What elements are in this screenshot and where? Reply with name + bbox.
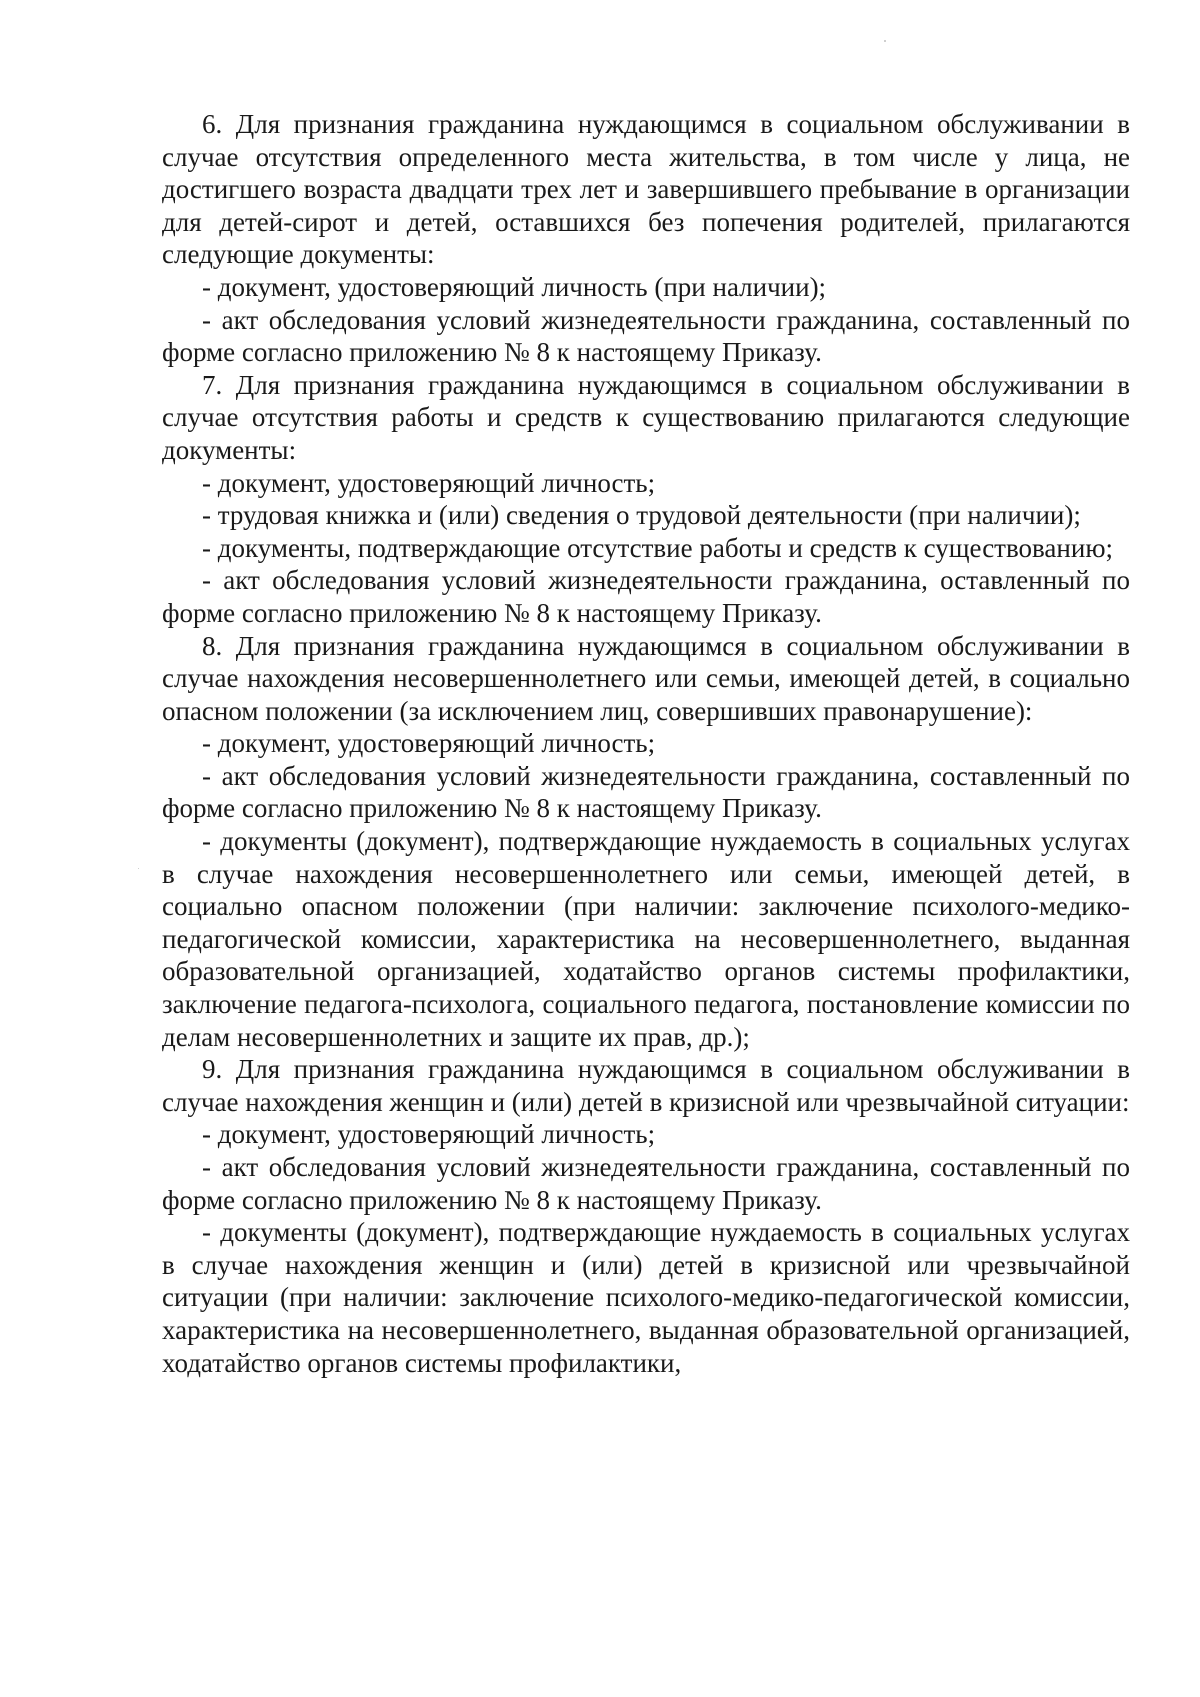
list-item: - документ, удостоверяющий личность (при наличии); [202, 271, 827, 302]
list-item: - документ, удостоверяющий личность; [202, 1119, 656, 1150]
clause-9-paragraph: 9. Для признания гражданина нуждающимся в социальном обслуживании в случае нахождения женщин и (или) детей в кризисной или чрезвычайной ситуации: [162, 1054, 1130, 1117]
list-item: - документы (документ), подтверждающие нуждаемость в социальных услугах в случае нахождения несовершеннолетнего или семьи, имеющей детей, в социально опасном положении (при наличии: заключение психолого-медико-педагогической комиссии, характеристика на несовершеннолетнего, выданная образовательной организацией, ходатайство органов системы профилактики, заключение педагога-психолога, социального педагога, постановление комиссии по делам несовершеннолетних и защите их прав, др.); [162, 826, 1130, 1052]
clause-6-paragraph: 6. Для признания гражданина нуждающимся в социальном обслуживании в случае отсутствия определенного места жительства, в том числе у лица, не достигшего возраста двадцати трех лет и завершившего пребывание в организации для детей-сирот и детей, оставшихся без попечения родителей, прилагаются следующие документы: [162, 109, 1130, 270]
list-item: - документ, удостоверяющий личность; [202, 728, 656, 759]
list-item: - документы, подтверждающие отсутствие работы и средств к существованию; [202, 532, 1113, 563]
scan-artifact [884, 40, 886, 42]
list-item: - акт обследования условий жизнедеятельности гражданина, составленный по форме согласно приложению № 8 к настоящему Приказу. [162, 760, 1130, 824]
list-item: - акт обследования условий жизнедеятельности гражданина, оставленный по форме согласно приложению № 8 к настоящему Приказу. [162, 565, 1130, 628]
document-body [162, 108, 1130, 1379]
list-item: - документы (документ), подтверждающие нуждаемость в социальных услугах в случае нахождения женщин и (или) детей в кризисной или чрезвычайной ситуации (при наличии: заключение психолого-медико-педагогической комиссии, характеристика на несовершеннолетнего, выданная образовательной организацией, ходатайство органов системы профилактики, [162, 1217, 1130, 1378]
clause-7-paragraph: 7. Для признания гражданина нуждающимся в социальном обслуживании в случае отсутствия работы и средств к существованию прилагаются следующие документы: [162, 369, 1130, 465]
scan-artifact [138, 868, 139, 869]
list-item: - трудовая книжка и (или) сведения о трудовой деятельности (при наличии); [202, 500, 1081, 531]
clause-8-paragraph: 8. Для признания гражданина нуждающимся в социальном обслуживании в случае нахождения несовершеннолетнего или семьи, имеющей детей, в социально опасном положении (за исключением лиц, совершивших правонарушение): [162, 630, 1130, 726]
list-item: - акт обследования условий жизнедеятельности гражданина, составленный по форме согласно приложению № 8 к настоящему Приказу. [162, 304, 1130, 368]
list-item: - акт обследования условий жизнедеятельности гражданина, составленный по форме согласно приложению № 8 к настоящему Приказу. [162, 1152, 1130, 1215]
list-item: - документ, удостоверяющий личность; [202, 467, 656, 498]
